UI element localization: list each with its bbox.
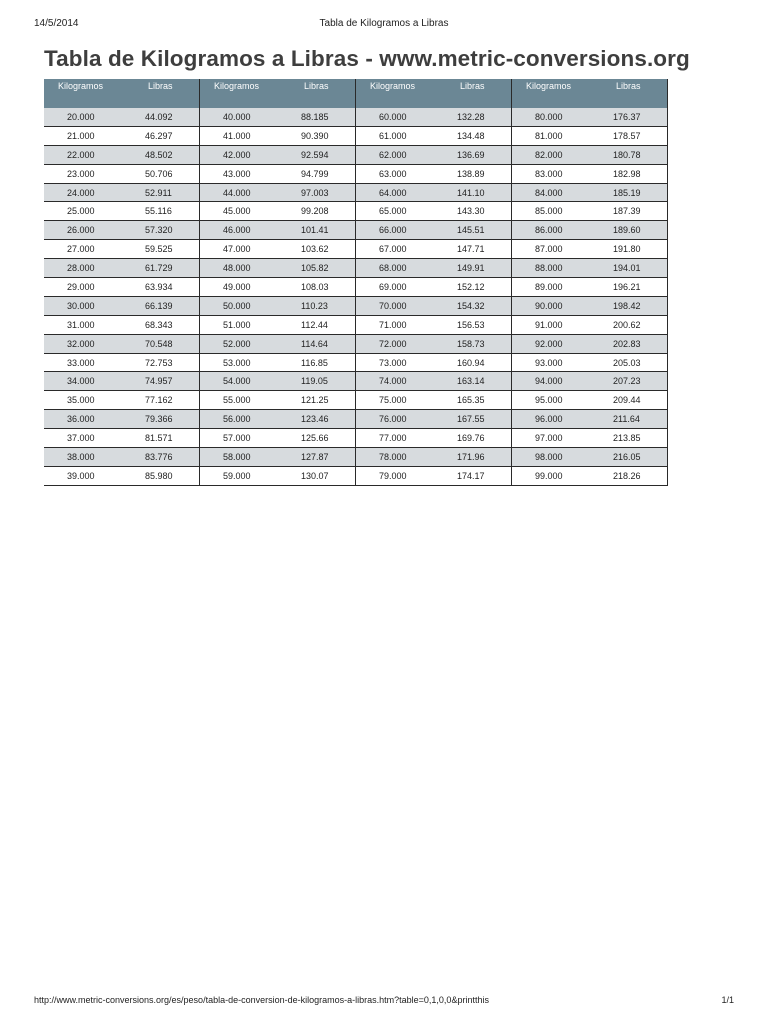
conversion-table-3	[356, 79, 512, 486]
kilogramos-cell: 44.000	[200, 183, 282, 202]
kilogramos-cell: 80.000	[512, 108, 594, 126]
kilogramos-cell: 89.000	[512, 278, 594, 297]
kilogramos-cell: 60.000	[356, 108, 438, 126]
libras-cell: 68.343	[126, 315, 200, 334]
kilogramos-cell: 96.000	[512, 410, 594, 429]
kilogramos-cell: 22.000	[44, 145, 126, 164]
libras-cell: 143.30	[438, 202, 512, 221]
table-row	[44, 372, 200, 391]
conversion-tables	[44, 79, 668, 485]
libras-cell: 147.71	[438, 240, 512, 259]
libras-cell: 92.594	[282, 145, 356, 164]
kilogramos-cell: 20.000	[44, 108, 126, 126]
table-row	[44, 315, 200, 334]
table-row	[356, 353, 512, 372]
table-row	[44, 202, 200, 221]
table-row	[200, 296, 356, 315]
table-row	[200, 240, 356, 259]
libras-cell: 191.80	[594, 240, 668, 259]
kilogramos-cell: 21.000	[44, 126, 126, 145]
libras-cell: 196.21	[594, 278, 668, 297]
table-row	[44, 145, 200, 164]
libras-cell: 83.776	[126, 448, 200, 467]
kilogramos-cell: 41.000	[200, 126, 282, 145]
kilogramos-cell: 52.000	[200, 334, 282, 353]
kilogramos-cell: 39.000	[44, 466, 126, 485]
page-count: 1/1	[721, 995, 734, 1005]
table-row	[512, 202, 668, 221]
kilogramos-cell: 69.000	[356, 278, 438, 297]
table-row	[200, 391, 356, 410]
libras-cell: 125.66	[282, 429, 356, 448]
kilogramos-cell: 64.000	[356, 183, 438, 202]
table-row	[200, 183, 356, 202]
table-row	[356, 183, 512, 202]
table-row	[356, 164, 512, 183]
table-row	[356, 334, 512, 353]
libras-cell: 182.98	[594, 164, 668, 183]
column-header-kilogramos: Kilogramos	[356, 79, 438, 108]
kilogramos-cell: 62.000	[356, 145, 438, 164]
kilogramos-cell: 68.000	[356, 259, 438, 278]
kilogramos-cell: 65.000	[356, 202, 438, 221]
conversion-table-4	[512, 79, 668, 486]
table-row	[512, 108, 668, 126]
table-row	[200, 429, 356, 448]
table-row	[356, 410, 512, 429]
libras-cell: 160.94	[438, 353, 512, 372]
kilogramos-cell: 26.000	[44, 221, 126, 240]
table-row	[44, 259, 200, 278]
libras-cell: 59.525	[126, 240, 200, 259]
table-row	[512, 372, 668, 391]
libras-cell: 90.390	[282, 126, 356, 145]
table-row	[512, 334, 668, 353]
kilogramos-cell: 94.000	[512, 372, 594, 391]
table-row	[44, 429, 200, 448]
libras-cell: 61.729	[126, 259, 200, 278]
kilogramos-cell: 56.000	[200, 410, 282, 429]
table-row	[512, 466, 668, 485]
table-row	[512, 296, 668, 315]
table-row	[44, 164, 200, 183]
table-row	[200, 108, 356, 126]
kilogramos-cell: 45.000	[200, 202, 282, 221]
table-row	[512, 448, 668, 467]
libras-cell: 154.32	[438, 296, 512, 315]
table-header-row	[356, 79, 512, 108]
kilogramos-cell: 85.000	[512, 202, 594, 221]
table-row	[44, 353, 200, 372]
libras-cell: 103.62	[282, 240, 356, 259]
table-row	[44, 296, 200, 315]
kilogramos-cell: 38.000	[44, 448, 126, 467]
table-row	[512, 183, 668, 202]
table-row	[200, 259, 356, 278]
libras-cell: 114.64	[282, 334, 356, 353]
table-row	[356, 429, 512, 448]
table-row	[512, 410, 668, 429]
libras-cell: 108.03	[282, 278, 356, 297]
kilogramos-cell: 67.000	[356, 240, 438, 259]
libras-cell: 55.116	[126, 202, 200, 221]
libras-cell: 158.73	[438, 334, 512, 353]
column-header-libras: Libras	[438, 79, 512, 108]
libras-cell: 207.23	[594, 372, 668, 391]
table-row	[356, 240, 512, 259]
table-row	[44, 240, 200, 259]
table-row	[44, 334, 200, 353]
kilogramos-cell: 31.000	[44, 315, 126, 334]
libras-cell: 141.10	[438, 183, 512, 202]
kilogramos-cell: 53.000	[200, 353, 282, 372]
kilogramos-cell: 40.000	[200, 108, 282, 126]
table-row	[356, 278, 512, 297]
kilogramos-cell: 37.000	[44, 429, 126, 448]
kilogramos-cell: 82.000	[512, 145, 594, 164]
libras-cell: 57.320	[126, 221, 200, 240]
kilogramos-cell: 87.000	[512, 240, 594, 259]
table-row	[44, 391, 200, 410]
libras-cell: 110.23	[282, 296, 356, 315]
table-row	[356, 448, 512, 467]
table-row	[512, 126, 668, 145]
libras-cell: 156.53	[438, 315, 512, 334]
libras-cell: 216.05	[594, 448, 668, 467]
kilogramos-cell: 28.000	[44, 259, 126, 278]
kilogramos-cell: 47.000	[200, 240, 282, 259]
libras-cell: 63.934	[126, 278, 200, 297]
libras-cell: 79.366	[126, 410, 200, 429]
table-row	[512, 164, 668, 183]
table-row	[356, 108, 512, 126]
libras-cell: 218.26	[594, 466, 668, 485]
kilogramos-cell: 55.000	[200, 391, 282, 410]
kilogramos-cell: 29.000	[44, 278, 126, 297]
column-header-kilogramos: Kilogramos	[200, 79, 282, 108]
kilogramos-cell: 92.000	[512, 334, 594, 353]
table-row	[200, 353, 356, 372]
libras-cell: 176.37	[594, 108, 668, 126]
kilogramos-cell: 59.000	[200, 466, 282, 485]
libras-cell: 165.35	[438, 391, 512, 410]
kilogramos-cell: 78.000	[356, 448, 438, 467]
kilogramos-cell: 81.000	[512, 126, 594, 145]
kilogramos-cell: 70.000	[356, 296, 438, 315]
table-row	[356, 296, 512, 315]
table-row	[200, 278, 356, 297]
kilogramos-cell: 57.000	[200, 429, 282, 448]
libras-cell: 88.185	[282, 108, 356, 126]
table-row	[512, 391, 668, 410]
table-divider	[199, 79, 200, 485]
print-header	[34, 18, 734, 32]
table-divider	[355, 79, 356, 485]
table-row	[44, 278, 200, 297]
libras-cell: 50.706	[126, 164, 200, 183]
kilogramos-cell: 74.000	[356, 372, 438, 391]
column-header-libras: Libras	[594, 79, 668, 108]
kilogramos-cell: 49.000	[200, 278, 282, 297]
libras-cell: 112.44	[282, 315, 356, 334]
table-row	[512, 259, 668, 278]
table-header-row	[44, 79, 200, 108]
libras-cell: 46.297	[126, 126, 200, 145]
libras-cell: 105.82	[282, 259, 356, 278]
libras-cell: 72.753	[126, 353, 200, 372]
table-row	[356, 126, 512, 145]
kilogramos-cell: 88.000	[512, 259, 594, 278]
table-row	[512, 353, 668, 372]
libras-cell: 167.55	[438, 410, 512, 429]
kilogramos-cell: 30.000	[44, 296, 126, 315]
kilogramos-cell: 73.000	[356, 353, 438, 372]
libras-cell: 136.69	[438, 145, 512, 164]
table-row	[44, 126, 200, 145]
table-divider	[511, 79, 512, 485]
libras-cell: 145.51	[438, 221, 512, 240]
kilogramos-cell: 34.000	[44, 372, 126, 391]
table-row	[44, 466, 200, 485]
kilogramos-cell: 27.000	[44, 240, 126, 259]
libras-cell: 174.17	[438, 466, 512, 485]
kilogramos-cell: 76.000	[356, 410, 438, 429]
table-row	[356, 391, 512, 410]
libras-cell: 97.003	[282, 183, 356, 202]
table-row	[512, 315, 668, 334]
kilogramos-cell: 61.000	[356, 126, 438, 145]
kilogramos-cell: 83.000	[512, 164, 594, 183]
table-row	[200, 202, 356, 221]
libras-cell: 205.03	[594, 353, 668, 372]
table-row	[356, 145, 512, 164]
libras-cell: 44.092	[126, 108, 200, 126]
kilogramos-cell: 43.000	[200, 164, 282, 183]
conversion-table-2	[200, 79, 356, 486]
libras-cell: 85.980	[126, 466, 200, 485]
kilogramos-cell: 63.000	[356, 164, 438, 183]
libras-cell: 213.85	[594, 429, 668, 448]
table-row	[200, 145, 356, 164]
libras-cell: 116.85	[282, 353, 356, 372]
libras-cell: 121.25	[282, 391, 356, 410]
kilogramos-cell: 77.000	[356, 429, 438, 448]
libras-cell: 94.799	[282, 164, 356, 183]
libras-cell: 52.911	[126, 183, 200, 202]
table-row	[200, 410, 356, 429]
table-row	[44, 183, 200, 202]
table-row	[200, 315, 356, 334]
kilogramos-cell: 51.000	[200, 315, 282, 334]
table-row	[356, 466, 512, 485]
column-header-libras: Libras	[282, 79, 356, 108]
kilogramos-cell: 24.000	[44, 183, 126, 202]
table-row	[200, 126, 356, 145]
kilogramos-cell: 25.000	[44, 202, 126, 221]
libras-cell: 194.01	[594, 259, 668, 278]
kilogramos-cell: 33.000	[44, 353, 126, 372]
kilogramos-cell: 32.000	[44, 334, 126, 353]
kilogramos-cell: 54.000	[200, 372, 282, 391]
libras-cell: 119.05	[282, 372, 356, 391]
page-title: Tabla de Kilogramos a Libras - www.metric-conversions.org	[44, 46, 690, 71]
libras-cell: 48.502	[126, 145, 200, 164]
libras-cell: 99.208	[282, 202, 356, 221]
libras-cell: 209.44	[594, 391, 668, 410]
table-row	[44, 221, 200, 240]
libras-cell: 189.60	[594, 221, 668, 240]
libras-cell: 77.162	[126, 391, 200, 410]
kilogramos-cell: 35.000	[44, 391, 126, 410]
table-row	[200, 334, 356, 353]
libras-cell: 200.62	[594, 315, 668, 334]
column-header-kilogramos: Kilogramos	[512, 79, 594, 108]
libras-cell: 180.78	[594, 145, 668, 164]
table-row	[200, 466, 356, 485]
kilogramos-cell: 91.000	[512, 315, 594, 334]
kilogramos-cell: 75.000	[356, 391, 438, 410]
libras-cell: 202.83	[594, 334, 668, 353]
libras-cell: 149.91	[438, 259, 512, 278]
table-row	[512, 240, 668, 259]
libras-cell: 185.19	[594, 183, 668, 202]
print-document-title: Tabla de Kilogramos a Libras	[319, 18, 449, 29]
libras-cell: 171.96	[438, 448, 512, 467]
kilogramos-cell: 58.000	[200, 448, 282, 467]
table-header-row	[200, 79, 356, 108]
kilogramos-cell: 42.000	[200, 145, 282, 164]
table-row	[356, 315, 512, 334]
print-date: 14/5/2014	[34, 18, 79, 29]
kilogramos-cell: 79.000	[356, 466, 438, 485]
table-row	[44, 108, 200, 126]
libras-cell: 138.89	[438, 164, 512, 183]
kilogramos-cell: 66.000	[356, 221, 438, 240]
kilogramos-cell: 99.000	[512, 466, 594, 485]
kilogramos-cell: 98.000	[512, 448, 594, 467]
libras-cell: 132.28	[438, 108, 512, 126]
kilogramos-cell: 23.000	[44, 164, 126, 183]
libras-cell: 123.46	[282, 410, 356, 429]
table-row	[512, 145, 668, 164]
libras-cell: 74.957	[126, 372, 200, 391]
libras-cell: 70.548	[126, 334, 200, 353]
libras-cell: 66.139	[126, 296, 200, 315]
kilogramos-cell: 90.000	[512, 296, 594, 315]
kilogramos-cell: 71.000	[356, 315, 438, 334]
kilogramos-cell: 95.000	[512, 391, 594, 410]
print-footer	[34, 995, 734, 1009]
kilogramos-cell: 84.000	[512, 183, 594, 202]
table-row	[356, 202, 512, 221]
table-row	[356, 372, 512, 391]
table-row	[44, 448, 200, 467]
conversion-table-1	[44, 79, 200, 486]
table-row	[44, 410, 200, 429]
kilogramos-cell: 72.000	[356, 334, 438, 353]
libras-cell: 152.12	[438, 278, 512, 297]
table-row	[200, 372, 356, 391]
table-row	[356, 259, 512, 278]
libras-cell: 134.48	[438, 126, 512, 145]
libras-cell: 101.41	[282, 221, 356, 240]
kilogramos-cell: 97.000	[512, 429, 594, 448]
print-footer-url: http://www.metric-conversions.org/es/peso/tabla-de-conversion-de-kilogramos-a-libras.htm?table=0,1,0,0&printthis	[34, 995, 489, 1005]
libras-cell: 169.76	[438, 429, 512, 448]
kilogramos-cell: 86.000	[512, 221, 594, 240]
table-row	[512, 278, 668, 297]
libras-cell: 127.87	[282, 448, 356, 467]
kilogramos-cell: 93.000	[512, 353, 594, 372]
libras-cell: 163.14	[438, 372, 512, 391]
kilogramos-cell: 48.000	[200, 259, 282, 278]
column-header-libras: Libras	[126, 79, 200, 108]
table-row	[200, 221, 356, 240]
table-row	[512, 221, 668, 240]
libras-cell: 130.07	[282, 466, 356, 485]
kilogramos-cell: 50.000	[200, 296, 282, 315]
kilogramos-cell: 46.000	[200, 221, 282, 240]
table-row	[356, 221, 512, 240]
libras-cell: 211.64	[594, 410, 668, 429]
libras-cell: 198.42	[594, 296, 668, 315]
table-row	[512, 429, 668, 448]
table-row	[200, 448, 356, 467]
table-divider	[667, 79, 668, 485]
column-header-kilogramos: Kilogramos	[44, 79, 126, 108]
table-header-row	[512, 79, 668, 108]
table-row	[200, 164, 356, 183]
kilogramos-cell: 36.000	[44, 410, 126, 429]
libras-cell: 187.39	[594, 202, 668, 221]
libras-cell: 81.571	[126, 429, 200, 448]
libras-cell: 178.57	[594, 126, 668, 145]
